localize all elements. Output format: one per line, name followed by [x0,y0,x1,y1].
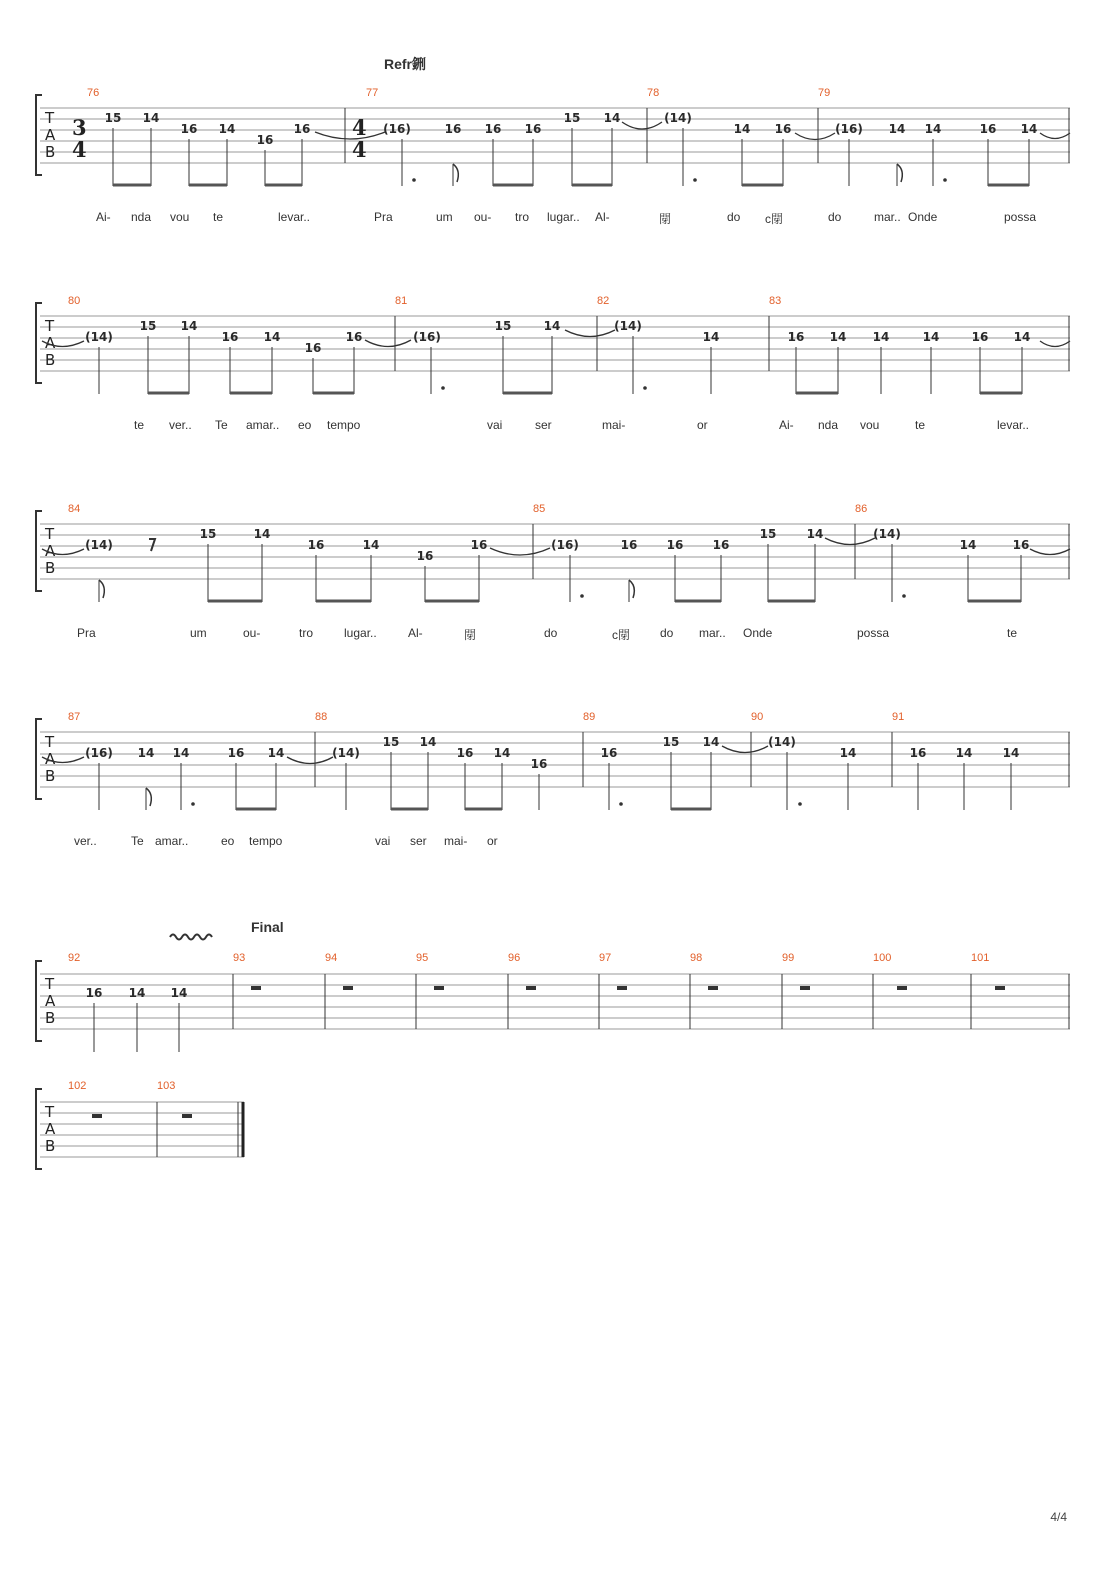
lyric-syllable: vai [375,834,391,848]
measure-number: 85 [533,503,546,515]
lyric-syllable: ver.. [74,834,97,848]
lyric-syllable: vou [860,418,880,432]
lyric-syllable: te [1007,626,1018,640]
fret-number: 14 [702,735,720,749]
time-signature-top: 4 [352,115,367,140]
fret-number: 16 [666,538,684,552]
fret-number: 15 [759,527,777,541]
fret-number: 14 [137,746,155,760]
tab-letter-a: A [45,542,56,560]
tab-system-6 [0,1074,1110,1194]
fret-number: 16 [620,538,638,552]
fret-number: 16 [456,746,474,760]
tab-letter-b: B [45,1137,56,1155]
tab-letter-a: A [45,334,56,352]
whole-rest-icon [92,1114,102,1118]
fret-number: 15 [494,319,512,333]
fret-number: 16 [1012,538,1030,552]
tab-letter-a: A [45,1120,56,1138]
lyric-syllable: nda [131,210,152,224]
measure-number: 82 [597,295,610,307]
fret-number: 14 [1020,122,1038,136]
lyric-syllable: mar.. [874,210,901,224]
lyric-syllable: possa [1004,210,1037,224]
lyric-syllable: levar.. [278,210,311,224]
fret-number: 16 [971,330,989,344]
lyric-syllable: Al- [595,210,610,224]
lyric-syllable: or [697,418,708,432]
measure-number: 77 [366,87,379,99]
fret-number: (16) [383,122,411,136]
lyric-syllable: c閕 [612,628,631,642]
fret-number: 15 [104,111,122,125]
fret-number: 16 [444,122,462,136]
tab-letter-b: B [45,559,56,577]
measure-number: 100 [873,952,892,964]
lyric-syllable: eo [298,418,312,432]
lyric-syllable: Onde [908,210,938,224]
tab-system-3 [0,496,1110,656]
measure-number: 93 [233,952,246,964]
measure-number: 94 [325,952,338,964]
fret-number: 16 [470,538,488,552]
fret-number: 16 [293,122,311,136]
fret-number: 14 [263,330,281,344]
lyric-syllable: te [915,418,926,432]
fret-number: 14 [218,122,236,136]
fret-number: (16) [413,330,441,344]
lyric-syllable: levar.. [997,418,1030,432]
lyric-syllable: mar.. [699,626,726,640]
lyric-syllable: um [436,210,453,224]
fret-number: (14) [85,330,113,344]
measure-number: 90 [751,711,764,723]
tab-letter-b: B [45,143,56,161]
tab-letter-t: T [45,1103,55,1121]
fret-number: 15 [563,111,581,125]
measure-number: 91 [892,711,905,723]
fret-number: 14 [872,330,890,344]
lyric-syllable: do [660,626,674,640]
measure-number: 83 [769,295,782,307]
lyric-syllable: vai [487,418,503,432]
lyric-syllable: nda [818,418,839,432]
measure-number: 84 [68,503,81,515]
lyric-syllable: Al- [408,626,423,640]
tab-letter-t: T [45,109,55,127]
measure-number: 95 [416,952,429,964]
fret-number: 14 [806,527,824,541]
lyric-syllable: or [487,834,498,848]
tab-letter-a: A [45,992,56,1010]
measure-number: 86 [855,503,868,515]
lyric-syllable: Ai- [779,418,794,432]
fret-number: 14 [922,330,940,344]
fret-number: 15 [139,319,157,333]
fret-number: 14 [733,122,751,136]
fret-number: 16 [484,122,502,136]
lyric-syllable: tempo [327,418,361,432]
section-label-final: Final [251,919,284,935]
fret-number: 16 [416,549,434,563]
lyric-syllable: amar.. [246,418,280,432]
fret-number: 14 [1002,746,1020,760]
fret-number: 16 [787,330,805,344]
measure-number: 101 [971,952,990,964]
fret-number: 14 [253,527,271,541]
lyric-syllable: do [544,626,558,640]
fret-number: 14 [603,111,621,125]
fret-number: 14 [170,986,188,1000]
lyric-syllable: tempo [249,834,283,848]
fret-number: 16 [307,538,325,552]
time-signature-bottom: 4 [352,137,367,162]
fret-number: 14 [702,330,720,344]
fret-number: 14 [142,111,160,125]
lyric-syllable: Onde [743,626,773,640]
measure-number: 88 [315,711,328,723]
fret-number: 16 [227,746,245,760]
lyric-syllable: mai- [444,834,468,848]
fret-number: 16 [180,122,198,136]
fret-number: 16 [979,122,997,136]
rhythm-stems [113,128,1029,186]
fret-number: 16 [712,538,730,552]
fret-number: 14 [959,538,977,552]
lyric-syllable: lugar.. [344,626,377,640]
lyric-syllable: lugar.. [547,210,580,224]
tab-letter-t: T [45,317,55,335]
fret-number: 14 [362,538,380,552]
tab-letter-a: A [45,126,56,144]
measure-number: 78 [647,87,660,99]
lyric-syllable: tro [515,210,530,224]
fret-number: 16 [85,986,103,1000]
lyric-syllable: Pra [374,210,393,224]
fret-number: 15 [199,527,217,541]
lyric-syllable: tro [299,626,314,640]
lyric-syllable: possa [857,626,890,640]
tab-letter-a: A [45,750,56,768]
lyric-syllable: amar.. [155,834,189,848]
time-signature-bottom: 4 [72,137,87,162]
eighth-rest-icon [149,539,155,551]
measure-number: 99 [782,952,795,964]
lyric-syllable: ou- [474,210,492,224]
tie [795,133,835,140]
tie [1040,133,1070,139]
lyric-syllable: ser [410,834,427,848]
fret-number: (14) [873,527,901,541]
fret-number: (16) [835,122,863,136]
section-label-refrain: Refr鉶 [384,56,427,72]
lyric-syllable: Ai- [96,210,111,224]
fret-number: 14 [180,319,198,333]
fret-number: 15 [382,735,400,749]
measure-number: 89 [583,711,596,723]
measure-number: 81 [395,295,408,307]
rhythm-stems [99,752,1011,810]
tab-letter-b: B [45,351,56,369]
fret-number: 16 [345,330,363,344]
fret-number: 14 [888,122,906,136]
fret-number: 14 [839,746,857,760]
fret-number: 14 [924,122,942,136]
fret-number: 14 [829,330,847,344]
lyric-syllable: ser [535,418,552,432]
fret-number: 14 [419,735,437,749]
fret-number: (14) [332,746,360,760]
time-signature-top: 3 [72,115,87,140]
fret-number: 16 [600,746,618,760]
fret-number: 14 [493,746,511,760]
whole-rest-icon [182,1114,192,1118]
tab-system-2 [0,288,1110,448]
tab-letter-b: B [45,767,56,785]
lyric-syllable: eo [221,834,235,848]
tab-letter-t: T [45,975,55,993]
lyric-syllable: vou [170,210,190,224]
page-number: 4/4 [1050,1510,1067,1524]
fret-number: 14 [1013,330,1031,344]
lyric-syllable: um [190,626,207,640]
measure-number: 102 [68,1080,87,1092]
lyric-syllable: te [213,210,224,224]
fret-number: 16 [909,746,927,760]
fret-number: 16 [221,330,239,344]
fret-number: 16 [530,757,548,771]
lyric-syllable: mai- [602,418,626,432]
fret-number: (14) [664,111,692,125]
fret-number: 14 [955,746,973,760]
measure-number: 80 [68,295,81,307]
lyric-syllable: 閕 [659,212,672,226]
rhythm-stems [94,1003,179,1052]
fret-number: (16) [85,746,113,760]
fret-number: 16 [304,341,322,355]
lyric-syllable: ou- [243,626,261,640]
measure-number: 76 [87,87,100,99]
lyric-syllable: c閕 [765,212,784,226]
lyric-syllable: Te [131,834,144,848]
tab-system-5 [0,946,1110,1066]
tab-system-4 [0,704,1110,864]
measure-number: 79 [818,87,831,99]
measure-number: 87 [68,711,81,723]
lyric-syllable: 閕 [464,628,477,642]
measure-number: 96 [508,952,521,964]
fret-number: 16 [256,133,274,147]
measure-number: 98 [690,952,703,964]
tab-letter-t: T [45,525,55,543]
tab-letter-t: T [45,733,55,751]
tie [622,122,662,129]
fret-number: (14) [85,538,113,552]
lyric-syllable: do [727,210,741,224]
fret-number: 14 [128,986,146,1000]
tab-letter-b: B [45,1009,56,1027]
tie [315,132,385,139]
measure-number: 103 [157,1080,176,1092]
tab-system-1 [0,80,1110,240]
fret-number: (16) [551,538,579,552]
whole-rest-icons [251,986,1005,990]
measure-number: 92 [68,952,81,964]
lyric-syllable: Te [215,418,228,432]
lyric-syllable: do [828,210,842,224]
fret-number: 14 [267,746,285,760]
lyric-syllable: ver.. [169,418,192,432]
fret-number: 16 [524,122,542,136]
fret-number: (14) [768,735,796,749]
rhythm-stems [99,336,1022,394]
rhythm-stems [99,544,1021,602]
vibrato-mark [168,930,218,944]
lyric-syllable: Pra [77,626,96,640]
fret-number: 14 [543,319,561,333]
measure-number: 97 [599,952,612,964]
fret-number: 15 [662,735,680,749]
fret-number: 16 [774,122,792,136]
lyric-syllable: te [134,418,145,432]
fret-number: 14 [172,746,190,760]
fret-number: (14) [614,319,642,333]
